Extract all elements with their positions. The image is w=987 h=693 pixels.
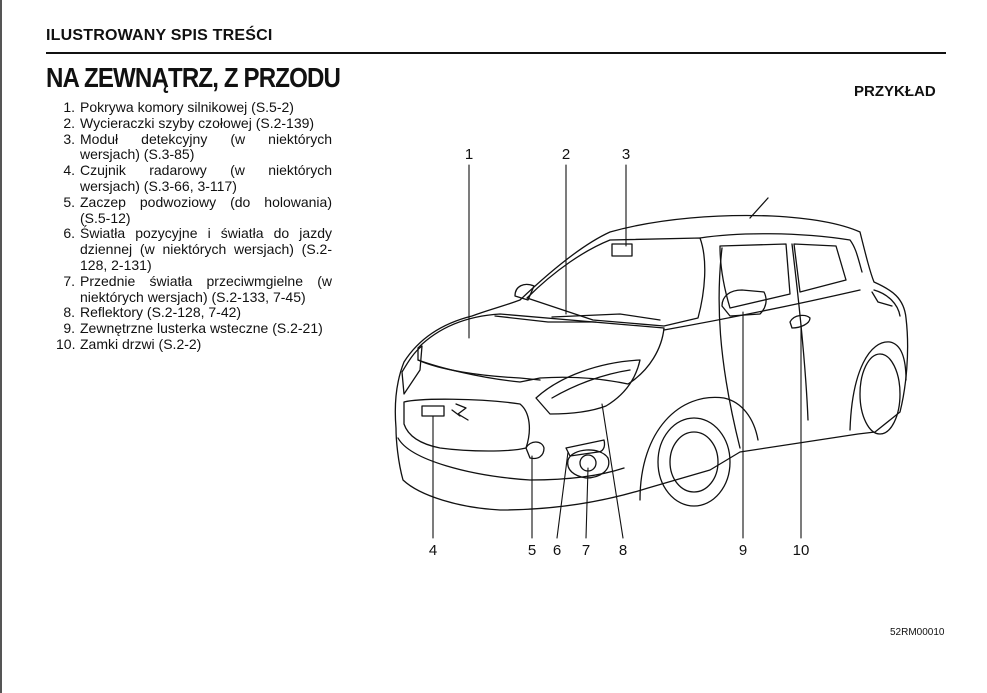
list-item [56, 195, 332, 227]
item-text: Moduł detekcyjny (w niektórych wersjach) (S.3-85) [80, 130, 332, 163]
side-mirror-far [515, 284, 534, 300]
callout-1: 1 [464, 146, 474, 163]
rear-quarter [874, 290, 900, 316]
callout-5: 5 [527, 542, 537, 559]
section-header: ILUSTROWANY SPIS TREŚCI [46, 27, 273, 44]
item-number: 10. [56, 335, 76, 352]
wiper-arm [552, 314, 660, 320]
list-item [56, 274, 332, 306]
item-number: 9. [63, 320, 75, 337]
leader-lines [433, 165, 801, 538]
brand-logo [452, 404, 468, 420]
callout-8: 8 [618, 542, 628, 559]
car-body-outline [395, 216, 907, 510]
rear-wheel-arch [850, 342, 906, 430]
item-number: 5. [63, 193, 75, 210]
list-item [56, 305, 332, 321]
windshield [527, 238, 705, 326]
front-side-window [720, 244, 790, 308]
front-bumper [398, 438, 624, 480]
headlight-right-inner [552, 370, 630, 398]
figure-code: 52RM00010 [890, 627, 945, 638]
list-item [56, 132, 332, 164]
parts-list [56, 100, 332, 353]
item-text: Czujnik radarowy (w niektórych wersjach) (S.3-66, 3-117) [80, 162, 332, 194]
item-text: Zewnętrzne lusterka wsteczne (S.2-21) [80, 320, 323, 337]
car-diagram [380, 135, 980, 565]
item-number: 1. [63, 99, 75, 115]
detection-module [612, 244, 632, 256]
item-number: 8. [63, 304, 75, 321]
grille [404, 399, 529, 451]
rear-wheel [860, 354, 900, 434]
hood [418, 314, 664, 384]
rear-door-line [792, 244, 808, 420]
list-item [56, 321, 332, 337]
item-number: 3. [63, 130, 75, 147]
item-text: Zaczep podwoziowy (do holowania) (S.5-12) [80, 193, 332, 226]
list-item [56, 226, 332, 273]
item-number: 4. [63, 162, 75, 179]
drl-bezel [566, 440, 605, 456]
list-item [56, 100, 332, 116]
item-text: Pokrywa komory silnikowej (S.5-2) [80, 99, 294, 115]
front-wheel-hub [670, 432, 718, 492]
list-item [56, 116, 332, 132]
callout-4: 4 [428, 542, 438, 559]
rear-quarter-window [872, 292, 892, 306]
item-number: 2. [63, 114, 75, 131]
item-number: 7. [63, 272, 75, 289]
example-label: PRZYKŁAD [854, 83, 936, 100]
tow-hook-cover [526, 442, 544, 459]
header-rule [46, 52, 946, 54]
item-text: Zamki drzwi (S.2-2) [80, 335, 202, 352]
page-edge [0, 0, 2, 693]
item-text: Wycieraczki szyby czołowej (S.2-139) [80, 114, 315, 131]
callout-2: 2 [561, 146, 571, 163]
callout-7: 7 [581, 542, 591, 559]
radar-sensor [422, 406, 444, 416]
body-crease [664, 290, 860, 330]
list-item [56, 163, 332, 195]
item-text: Światła pozycyjne i światła do jazdy dziennej (w niektórych wersjach) (S.2-128, 2-131) [80, 225, 332, 273]
callout-6: 6 [552, 542, 562, 559]
list-item [56, 337, 332, 353]
item-number: 6. [63, 225, 75, 242]
front-wheel [658, 418, 730, 506]
page-title: NA ZEWNĄTRZ, Z PRZODU [46, 62, 341, 93]
callout-9: 9 [738, 542, 748, 559]
headlight-right [536, 360, 640, 414]
leader-line [557, 452, 568, 538]
headlight-left [402, 346, 422, 394]
rear-side-window [794, 244, 846, 292]
callout-3: 3 [621, 146, 631, 163]
item-text: Przednie światła przeciwmgielne (w niektórych wersjach) (S.2-133, 7-45) [80, 272, 332, 305]
item-text: Reflektory (S.2-128, 7-42) [80, 304, 242, 321]
hood-front-edge [418, 360, 540, 380]
callout-10: 10 [792, 542, 810, 559]
